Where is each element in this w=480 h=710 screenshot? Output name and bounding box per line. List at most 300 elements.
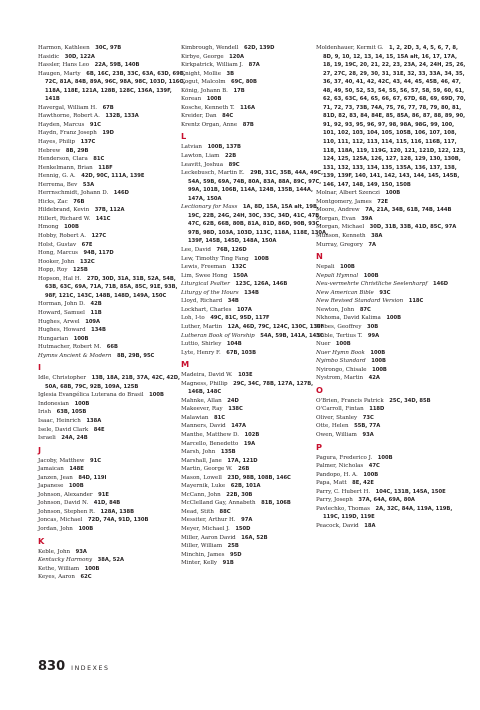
index-entry — [38, 434, 186, 443]
index-entry — [38, 326, 186, 335]
entry-name: Pandopo, H. A. — [316, 471, 358, 478]
entry-references: 62D, 139D — [243, 45, 275, 51]
entry-references: 66B — [106, 344, 118, 351]
entry-references: 100B — [206, 96, 222, 103]
index-entry — [38, 138, 186, 147]
index-entry — [38, 525, 186, 534]
index-entry — [316, 263, 466, 272]
entry-name: Isele, David Clark — [38, 426, 89, 433]
entry-name: Keble, John — [38, 548, 71, 555]
entry-name: Irish — [38, 409, 52, 416]
entry-name: Kreider, Dan — [181, 113, 217, 120]
entry-name: Mason, Lowell — [181, 474, 222, 481]
index-entry — [38, 465, 186, 474]
entry-references: 11B — [90, 309, 102, 316]
entry-references: 42B — [90, 301, 102, 308]
index-entry — [181, 289, 329, 298]
entry-name: Herrnschmidt, Johann D. — [38, 190, 109, 197]
index-entry — [181, 297, 329, 306]
entry-references: 54A, 59B, 141A, 143C — [260, 332, 324, 339]
index-entry — [316, 272, 466, 281]
index-entry — [181, 70, 329, 79]
entry-references: 22B, 30B — [226, 491, 253, 498]
entry-references: 134B — [244, 289, 259, 296]
entry-references: 100B — [363, 471, 379, 478]
entry-references: 39A — [361, 215, 373, 222]
index-column-1 — [38, 44, 186, 582]
entry-references: 42D, 90C, 111A, 139E — [81, 173, 145, 180]
entry-references: 62B, 101A — [230, 483, 261, 490]
entry-name: Holst, Gustav — [38, 241, 77, 248]
entry-references: 132C — [231, 264, 247, 271]
entry-references: 100B — [78, 525, 94, 532]
entry-name: Kentucky Harmony — [38, 557, 93, 564]
entry-references: 116A — [240, 104, 255, 111]
entry-references: 93C — [379, 289, 391, 296]
entry-references: 132B, 133A — [105, 113, 139, 120]
entry-references: 38A, 52A — [97, 557, 125, 564]
running-footer-label: INDEXES — [71, 665, 110, 672]
entry-name: Lutheran Book of Worship — [181, 332, 255, 339]
entry-name: Makeever, Ray — [181, 406, 223, 413]
entry-references: 84C — [222, 113, 234, 120]
entry-references: 29C, 34C, 78B, 127A, 127B, 146B, 148C — [188, 380, 314, 396]
index-entry — [181, 422, 329, 431]
entry-references: 1A, 8D, 15A, 15A alt, 19B, 19C, 22B, 24G, 24H, 30C, 33C, 34D, 41C, 47B, 47C, 62B, 66B, 80B, 81A, 81D, 86D, 90B, 93C, 97B, 98D, 103A, 103D, 113C, 118A, 118E, 130A, 139F, 145B, 145D, 148A, 150A — [188, 204, 329, 245]
index-entry — [316, 314, 466, 323]
entry-references: 91E — [98, 491, 109, 498]
index-entry — [38, 499, 186, 508]
entry-references: 84D, 119I — [78, 474, 107, 481]
index-entry — [38, 241, 186, 250]
index-entry — [38, 300, 186, 309]
entry-name: Mahnke, Allan — [181, 397, 222, 404]
entry-references: 100B — [370, 349, 386, 356]
entry-name: Morgan, Evan — [316, 215, 356, 222]
entry-references: 22B — [224, 153, 237, 160]
entry-name: Papa, Matt — [316, 480, 347, 487]
entry-references: 12A, 46D, 79C, 124C, 130C, 130F — [227, 323, 325, 330]
entry-name: Hmong — [38, 224, 59, 231]
index-entry — [38, 266, 186, 275]
index-entry — [38, 474, 186, 483]
entry-name: Otte, Helen — [316, 423, 349, 430]
section-letter-heading: K — [38, 535, 45, 546]
index-entry — [38, 391, 186, 400]
entry-references: 146D — [113, 190, 129, 197]
entry-references: 76B — [73, 198, 85, 205]
entry-name: Indonesian — [38, 400, 70, 407]
entry-name: Palmer, Nicholas — [316, 463, 364, 470]
entry-name: Morgan, Michael — [316, 224, 365, 231]
entry-name: Noble, Tertius T. — [316, 332, 363, 339]
entry-references: 17A, 121D — [227, 457, 258, 464]
entry-references: 41D, 84B — [93, 500, 121, 507]
entry-name: Knight, Mollie — [181, 70, 221, 77]
entry-references: 30B — [367, 323, 379, 330]
entry-references: 100B — [386, 315, 402, 322]
entry-name: Janzen, Jean — [38, 474, 73, 481]
entry-name: Isaac, Heinrich — [38, 417, 81, 424]
entry-name: Lectionary for Mass — [181, 204, 238, 211]
entry-name: Hasidic — [38, 53, 60, 60]
entry-name: Lim, Swee Hong — [181, 272, 228, 279]
entry-name: New Revised Standard Version — [316, 298, 404, 305]
entry-references: 8B, 29B, 95C — [117, 352, 155, 359]
entry-references: 99A — [367, 332, 380, 339]
entry-name: Lawton, Liam — [181, 153, 220, 160]
index-entry — [316, 323, 466, 332]
entry-name: Lyte, Henry F. — [181, 349, 221, 356]
entry-name: Parry, C. Hubert H. — [316, 488, 371, 495]
index-entry — [181, 440, 329, 449]
entry-name: Marsh, John — [181, 449, 216, 456]
index-entry — [316, 479, 466, 488]
entry-references: 100B — [371, 358, 386, 365]
entry-name: Mead, Stith — [181, 508, 214, 515]
entry-name: Hopp, Roy — [38, 267, 68, 274]
entry-name: Kethe, William — [38, 565, 80, 572]
index-entry — [181, 551, 329, 560]
index-entry — [38, 343, 186, 352]
index-entry — [38, 155, 186, 164]
index-entry — [38, 417, 186, 426]
index-entry — [316, 431, 466, 440]
index-entry — [316, 397, 466, 406]
entry-name: Liturgy of the Hours — [181, 289, 239, 296]
entry-references: 132C — [79, 258, 95, 265]
entry-name: Messiter, Arthur H. — [181, 517, 236, 524]
entry-references: 7A, 21A, 34B, 61B, 74B, 144B — [365, 207, 452, 214]
entry-references: 87B — [242, 121, 254, 128]
entry-name: Moore, Andrew — [316, 207, 360, 214]
entry-references: 76B, 126D — [216, 247, 247, 254]
index-entry — [316, 488, 466, 497]
index-entry — [38, 565, 186, 574]
entry-name: Lee, David — [181, 247, 211, 254]
entry-name: Luther, Martin — [181, 323, 223, 330]
entry-references: 118D — [369, 406, 385, 413]
entry-name: Jamaican — [38, 466, 64, 473]
entry-name: Kimbrough, Wendell — [181, 45, 239, 51]
entry-references: 91B — [222, 560, 234, 567]
entry-name: Kirkpatrick, William J. — [181, 62, 244, 69]
index-entry — [38, 573, 186, 582]
entry-references: 63B, 105B — [56, 409, 87, 416]
index-entry — [316, 414, 466, 423]
entry-name: Peacock, David — [316, 522, 359, 529]
entry-references: 93A — [75, 548, 87, 555]
entry-references: 118F — [98, 164, 113, 171]
entry-references: 100B — [149, 392, 164, 399]
index-entry — [181, 340, 329, 349]
index-entry — [181, 465, 329, 474]
entry-references: 13B, 18A, 21B, 37A, 42C, 42D, 50A, 68B, 79C, 92B, 109A, 125B — [45, 375, 181, 390]
entry-references: 118C — [408, 298, 424, 305]
entry-name: Hobby, Robert A. — [38, 233, 86, 240]
entry-name: Malawian — [181, 414, 209, 421]
index-entry — [181, 53, 329, 62]
index-entry — [38, 61, 186, 70]
entry-name: Hong, Marcus — [38, 250, 78, 257]
index-entry — [38, 70, 186, 104]
entry-name: Hennig, G. A. — [38, 173, 76, 180]
index-entry — [181, 349, 329, 358]
index-entry — [38, 53, 186, 62]
index-entry — [181, 169, 329, 203]
index-column-2 — [181, 44, 329, 568]
entry-name: Hooker, John — [38, 258, 75, 265]
entry-references: 3B — [226, 70, 235, 77]
index-entry — [316, 505, 466, 522]
entry-references: 109A — [85, 318, 101, 325]
entry-references: 100B — [68, 483, 84, 490]
entry-references: 53A — [82, 181, 95, 188]
entry-references: 127C — [91, 233, 107, 240]
index-entry — [181, 104, 329, 113]
entry-references: 138A — [86, 417, 102, 424]
entry-references: 100B — [84, 565, 100, 572]
entry-references: 88C — [219, 508, 231, 515]
entry-references: 38A — [371, 233, 383, 240]
index-entry — [38, 181, 186, 190]
entry-name: Minter, Kelly — [181, 560, 218, 567]
entry-references: 97A — [241, 517, 253, 524]
entry-references: 134B — [91, 327, 106, 334]
entry-references: 37B, 112A — [94, 207, 125, 214]
entry-references: 120A — [229, 53, 244, 60]
entry-name: Johnson, Stephen R. — [38, 508, 95, 515]
index-entry — [316, 44, 466, 189]
index-entry — [316, 306, 466, 315]
entry-name: Horman, John D. — [38, 301, 85, 308]
entry-name: Hebrew — [38, 147, 61, 154]
entry-name: Minchin, James — [181, 551, 225, 558]
entry-references: 72D, 74A, 91D, 130B — [87, 517, 149, 524]
entry-name: Hughes, Howard — [38, 327, 86, 334]
entry-references: 100B — [385, 190, 401, 197]
index-entry — [181, 474, 329, 483]
entry-name: Neu-vermehrte Christliche Seelenharpf — [316, 281, 428, 288]
index-entry — [181, 95, 329, 104]
entry-references: 37A, 64A, 69A, 80A — [358, 497, 415, 504]
index-entry — [38, 147, 186, 156]
index-entry — [181, 306, 329, 315]
entry-references: 150D — [235, 525, 251, 532]
entry-name: Hillert, Richard W. — [38, 215, 91, 222]
index-entry — [316, 215, 466, 224]
entry-references: 81C — [93, 156, 105, 163]
entry-references: 62C — [80, 574, 92, 581]
section-letter-heading: O — [316, 384, 323, 395]
entry-references: 146D — [432, 281, 449, 288]
entry-references: 30C, 97B — [95, 45, 122, 51]
entry-name: Lloyd, Richard — [181, 298, 223, 305]
entry-name: Pagura, Frederico J. — [316, 454, 373, 461]
index-entry — [181, 397, 329, 406]
entry-references: 8E, 42E — [352, 480, 374, 487]
entry-name: Nuer — [316, 341, 331, 348]
index-entry — [181, 516, 329, 525]
index-entry — [38, 189, 186, 198]
entry-name: König, Johann B. — [181, 87, 228, 94]
entry-references: 100B — [372, 366, 387, 373]
entry-name: Loh, I-to — [181, 315, 205, 322]
index-entry — [38, 374, 186, 391]
index-entry — [181, 263, 329, 272]
index-entry — [38, 275, 186, 301]
entry-name: Johnson, Alexander — [38, 491, 93, 498]
entry-name: Pavlechko, Thomas — [316, 505, 370, 512]
index-entry — [181, 482, 329, 491]
index-entry — [181, 87, 329, 96]
entry-name: Harmon, Kathleen — [38, 45, 90, 51]
entry-name: Henderson, Clara — [38, 156, 88, 163]
entry-references: 125B — [73, 267, 88, 274]
index-entry — [181, 431, 329, 440]
entry-references: 100B — [254, 255, 269, 262]
entry-name: McClelland Gay, Annabeth — [181, 500, 256, 507]
entry-name: Manthe, Matthew D. — [181, 431, 239, 438]
entry-name: Parry, Joseph — [316, 497, 353, 504]
index-entry — [181, 44, 329, 53]
entry-name: Nystrom, Martin — [316, 375, 364, 382]
entry-references: 1, 2, 2D, 3, 4, 5, 6, 7, 8, 8D, 9, 10, 12, 13, 14, 15, 15A alt, 16, 17, 17A, 18, 19, 19C, 20, 21, 22, 23, 23A, 24, 24H, 25, 26, 27, 27C, 28, 29, 30, 31, 31E, 32, 33, 33A, 34, 35, 36, 37, 40, 41, 42, 42C, 43, 44, 45, 45B, 46, 47, 48, 49, 50, 52, 53, 54, 55, 56, 57, 58, 59, 60, 61, 62, 63, 63C, 64, 65, 66, 67, 67D, 68, 69, 69D, 70, 71, 72, 73, 73B, 74A, 75, 76, 77, 78, 79, 80, 81, 81D, 82, 83, 84, 84E, 85, 85A, 86, 87, 88, 89, 90, 91, 92, 93, 95, 96, 97, 98, 98A, 98G, 99, 100, 101, 102, 103, 104, 105, 105B, 106, 107, 108, 110, 111, 112, 113, 114, 115, 116, 116B, 117, 118, 118A, 119, 119G, 120, 121, 121D, 122, 123, 124, 125, 125A, 126, 127, 128, 129, 130, 130B, 131, 132, 133, 134, 135, 135A, 136, 137, 138, 139, 139F, 140, 141, 142, 143, 144, 145, 145B, 146, 147, 148, 149, 150, 150B — [323, 45, 466, 188]
index-entry — [38, 172, 186, 181]
entry-references: 42A — [368, 375, 380, 382]
entry-references: 72E — [377, 198, 389, 205]
entry-name: Manners, David — [181, 423, 226, 430]
entry-name: Meyer, Michael J. — [181, 525, 230, 532]
entry-references: 81B, 106B — [261, 500, 291, 507]
entry-references: 49C, 81C, 95D, 117F — [210, 315, 270, 322]
entry-name: Johnson, David N. — [38, 500, 89, 507]
entry-name: Nuer Hymn Book — [316, 349, 365, 356]
index-entry — [38, 44, 186, 53]
index-entry — [181, 280, 329, 289]
entry-name: Leavitt, Joshua — [181, 161, 224, 168]
entry-name: Nepali Hymnal — [316, 272, 359, 279]
index-entry — [181, 255, 329, 264]
entry-references: 67B, 103B — [226, 349, 257, 356]
index-entry — [316, 332, 466, 341]
section-letter-heading: J — [38, 444, 42, 455]
index-entry — [316, 223, 466, 232]
entry-references: 47C — [368, 463, 380, 470]
index-entry — [181, 559, 329, 568]
index-entry — [38, 164, 186, 173]
entry-references: 81C — [214, 414, 226, 421]
entry-references: 22A, 59B, 140B — [94, 62, 140, 69]
entry-name: Japanese — [38, 483, 64, 490]
entry-name: Iglesia Evangélica Luterana do Brasil — [38, 392, 144, 399]
entry-references: 34B — [227, 298, 239, 305]
entry-references: 148E — [69, 466, 84, 473]
entry-name: O'Carroll, Fintan — [316, 406, 364, 413]
entry-name: Israeli — [38, 435, 56, 442]
section-letter-heading: L — [181, 131, 187, 142]
index-entry — [38, 112, 186, 121]
index-entry — [181, 78, 329, 87]
entry-name: Jordan, John — [38, 525, 73, 532]
entry-name: Nobes, Geoffrey — [316, 323, 362, 330]
index-column-3 — [316, 44, 466, 530]
index-entry — [316, 349, 466, 358]
entry-references: 29B, 31C, 35B, 44A, 49C, 54A, 59B, 69A, 74B, 80A, 83A, 88A, 89C, 97C, 99A, 101B, 106B, 114A, 124B, 135B, 144A, 147A, 150A — [188, 170, 324, 202]
index-entry — [181, 380, 329, 397]
entry-name: Jacoby, Matthew — [38, 457, 85, 464]
index-entry — [181, 332, 329, 341]
entry-name: Hughes, Arwel — [38, 318, 80, 325]
entry-name: Lockhart, Charles — [181, 306, 232, 313]
entry-references: 100B — [363, 272, 379, 279]
entry-references: 107A — [237, 306, 252, 313]
entry-name: Henkelmann, Brian — [38, 164, 93, 171]
index-entry — [38, 318, 186, 327]
entry-name: Krentz Organ, Anne — [181, 121, 238, 128]
entry-references: 26B — [238, 466, 250, 473]
entry-references: 103E — [238, 372, 253, 379]
entry-references: 24A, 24B — [61, 435, 88, 442]
index-entry — [316, 471, 466, 480]
entry-name: Kogut, Malcolm — [181, 79, 226, 86]
entry-references: 73C — [362, 414, 374, 421]
index-entry — [316, 280, 466, 289]
entry-name: Herrema, Bev — [38, 181, 78, 188]
entry-references: 138C — [228, 406, 243, 413]
index-entry — [38, 556, 186, 565]
index-entry — [181, 371, 329, 380]
entry-name: Owen, William — [316, 431, 357, 438]
entry-name: Liturgical Psalter — [181, 281, 230, 288]
index-entry — [316, 422, 466, 431]
entry-name: Nyirongo, Chisale — [316, 366, 367, 373]
entry-name: Marshall, Jane — [181, 457, 222, 464]
index-entry — [181, 405, 329, 414]
index-entry — [316, 232, 466, 241]
entry-name: Hassler, Hans Leo — [38, 62, 90, 69]
entry-references: 19A — [243, 440, 256, 447]
entry-name: Hopson, Hal H. — [38, 275, 82, 282]
entry-references: 84E — [93, 426, 105, 433]
entry-references: 69C, 80B — [231, 79, 257, 86]
entry-name: Hicks, Zac — [38, 198, 68, 205]
entry-references: 102B — [244, 431, 260, 438]
entry-references: 17B — [233, 87, 245, 94]
index-entry — [181, 508, 329, 517]
entry-references: 100B — [74, 400, 90, 407]
entry-references: 6B, 16C, 23B, 33C, 63A, 63D, 69E, 72C, 81A, 84B, 89A, 96C, 98A, 98C, 103D, 116C, 118A, 118E, 121A, 128B, 128C, 136A, 139F, 141B — [45, 70, 186, 103]
entry-name: Marcello, Benedetto — [181, 440, 239, 447]
entry-name: O'Brien, Francis Patrick — [316, 397, 384, 404]
entry-references: 16A, 52B — [241, 534, 268, 541]
entry-name: Magness, Phillip — [181, 380, 228, 387]
index-entry — [38, 215, 186, 224]
entry-references: 100B — [64, 224, 79, 231]
entry-references: 100B — [377, 454, 393, 461]
section-letter-heading: P — [316, 441, 323, 452]
entry-name: Lewis, Freeman — [181, 264, 227, 271]
entry-name: Latvian — [181, 144, 203, 151]
entry-name: Miller, William — [181, 543, 223, 550]
entry-name: Korean — [181, 96, 202, 103]
entry-name: Newton, John — [316, 306, 355, 313]
index-entry — [316, 289, 466, 298]
index-entry — [181, 121, 329, 130]
index-entry — [181, 491, 329, 500]
entry-references: 91C — [90, 457, 102, 464]
index-entry — [38, 129, 186, 138]
